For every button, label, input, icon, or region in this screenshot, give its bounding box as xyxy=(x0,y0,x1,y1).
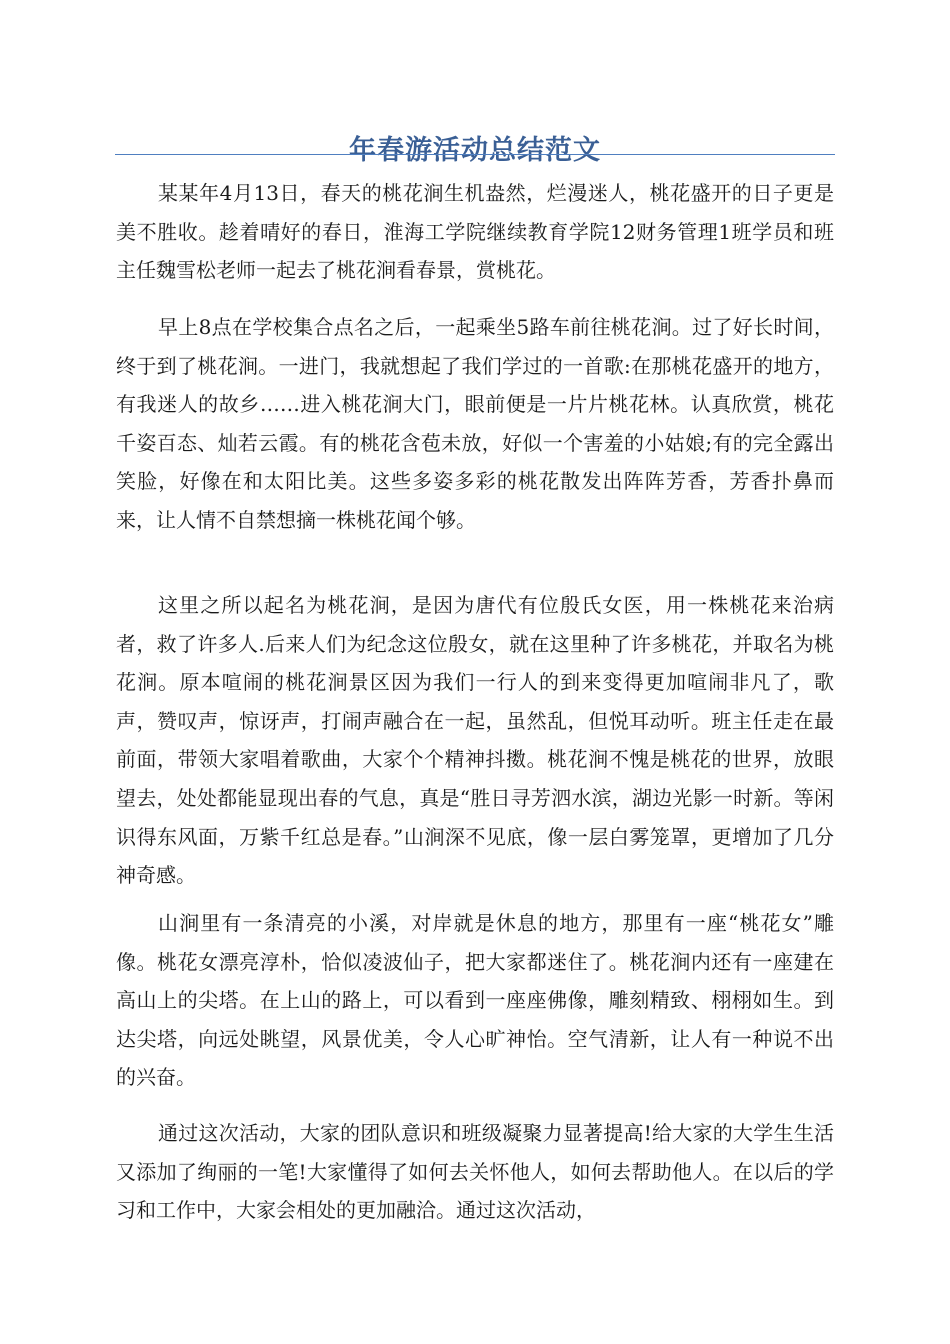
paragraph-2: 早上8点在学校集合点名之后，一起乘坐5路车前往桃花涧。过了好长时间，终于到了桃花涧。一进门，我就想起了我们学过的一首歌:在那桃花盛开的地方，有我迷人的故乡……进入桃花涧大门，眼前便是一片片桃花林。认真欣赏，桃花千姿百态、灿若云霞。有的桃花含苞未放，好似一个害羞的小姑娘;有的完全露出笑脸，好像在和太阳比美。这些多姿多彩的桃花散发出阵阵芳香，芳香扑鼻而来，让人情不自禁想摘一株桃花闻个够。 xyxy=(116,315,834,532)
document-title: 年春游活动总结范文 xyxy=(349,135,601,167)
paragraph-1: 某某年4月13日，春天的桃花涧生机盎然，烂漫迷人，桃花盛开的日子更是美不胜收。趁着晴好的春日，淮海工学院继续教育学院12财务管理1班学员和班主任魏雪松老师一起去了桃花涧看春景，赏桃花。 xyxy=(116,181,834,283)
paragraph-3: 这里之所以起名为桃花涧，是因为唐代有位殷氏女医，用一株桃花来治病者，救了许多人.后来人们为纪念这位殷女，就在这里种了许多桃花，并取名为桃花涧。原本喧闹的桃花涧景区因为我们一行人的到来变得更加喧闹非凡了，歌声，赞叹声，惊讶声，打闹声融合在一起，虽然乱，但悦耳动听。班主任走在最前面，带领大家唱着歌曲，大家个个精神抖擞。桃花涧不愧是桃花的世界，放眼望去，处处都能显现出春的气息，真是“胜日寻芳泗水滨，湖边光影一时新。等闲识得东风面，万紫千红总是春。”山涧深不见底，像一层白雾笼罩，更增加了几分神奇感。 xyxy=(116,593,834,888)
title-underline xyxy=(115,154,835,155)
paragraph-4: 山涧里有一条清亮的小溪，对岸就是休息的地方，那里有一座“桃花女”雕像。桃花女漂亮淳朴，恰似凌波仙子，把大家都迷住了。桃花涧内还有一座建在高山上的尖塔。在上山的路上，可以看到一座座佛像，雕刻精致、栩栩如生。到达尖塔，向远处眺望，风景优美，令人心旷神怡。空气清新，让人有一种说不出的兴奋。 xyxy=(116,911,834,1090)
paragraph-5: 通过这次活动，大家的团队意识和班级凝聚力显著提高!给大家的大学生生活又添加了绚丽的一笔!大家懂得了如何去关怀他人，如何去帮助他人。在以后的学习和工作中，大家会相处的更加融洽。通过这次活动， xyxy=(116,1121,834,1223)
